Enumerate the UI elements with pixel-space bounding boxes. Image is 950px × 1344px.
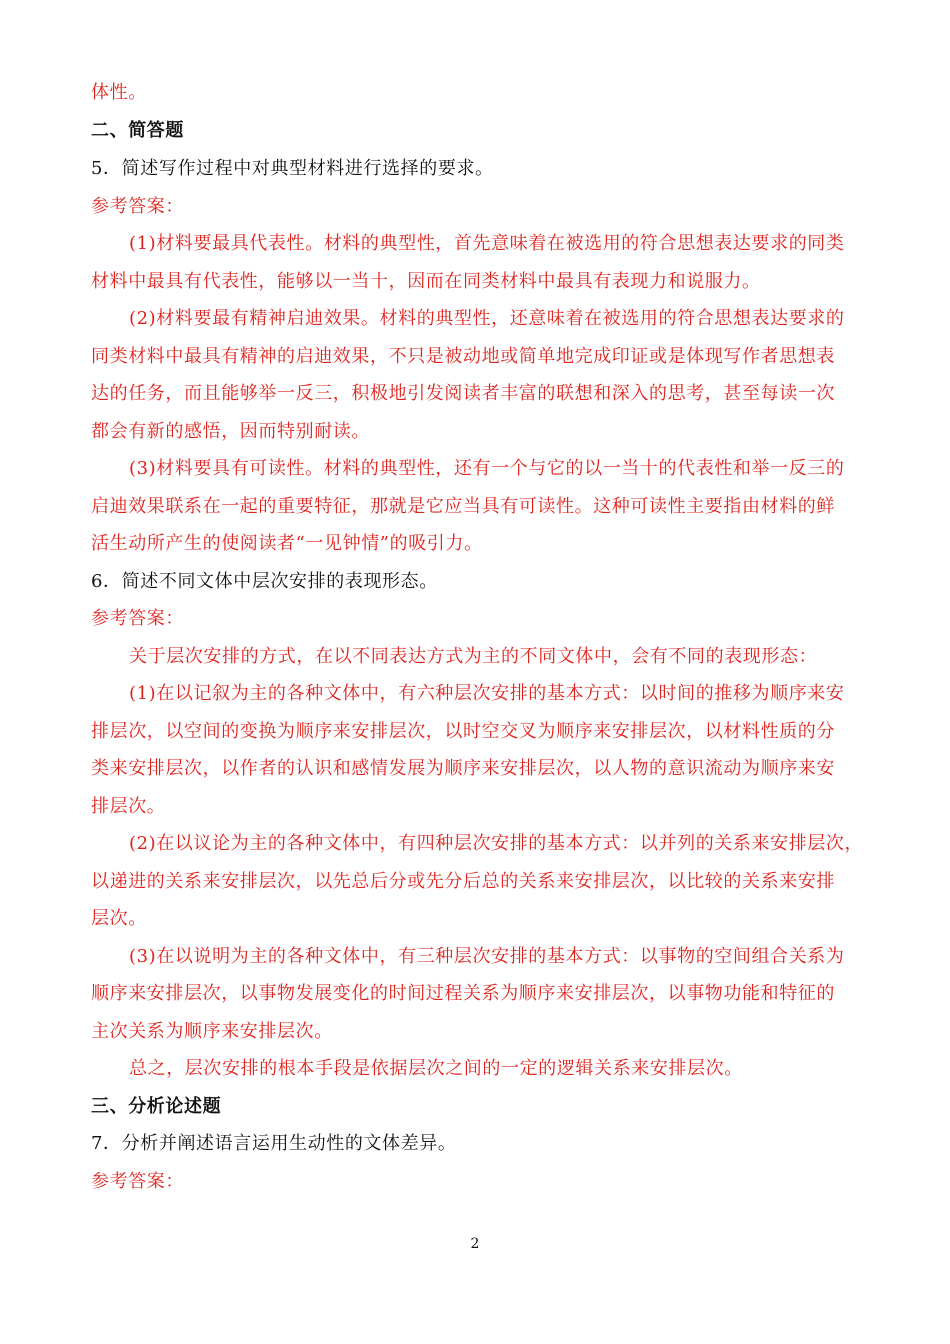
question-7: 7．分析并阐述语言运用生动性的文体差异。 bbox=[91, 1133, 457, 1154]
section-heading: 二、简答题 bbox=[91, 120, 184, 141]
answer-text-line: 类来安排层次，以作者的认识和感情发展为顺序来安排层次，以人物的意识流动为顺序来安 bbox=[91, 758, 835, 779]
answer-label: 参考答案： bbox=[91, 196, 184, 217]
answer-text-line: 同类材料中最具有精神的启迪效果，不只是被动地或简单地完成印证或是体现写作者思想表 bbox=[91, 346, 835, 367]
answer-text-line: (1)材料要最具代表性。材料的典型性，首先意味着在被选用的符合思想表达要求的同类 bbox=[129, 233, 845, 254]
answer-text-line: 活生动所产生的使阅读者“一见钟情”的吸引力。 bbox=[91, 533, 483, 554]
answer-text-line: 材料中最具有代表性，能够以一当十，因而在同类材料中最具有表现力和说服力。 bbox=[91, 271, 761, 292]
answer-text-line: 启迪效果联系在一起的重要特征，那就是它应当具有可读性。这种可读性主要指由材料的鲜 bbox=[91, 496, 835, 517]
question-5: 5．简述写作过程中对典型材料进行选择的要求。 bbox=[91, 158, 494, 179]
answer-label: 参考答案： bbox=[91, 608, 184, 629]
page-number: 2 bbox=[470, 1236, 480, 1252]
answer-text-line: 总之，层次安排的根本手段是依据层次之间的一定的逻辑关系来安排层次。 bbox=[129, 1058, 743, 1079]
section-heading: 三、分析论述题 bbox=[91, 1096, 222, 1117]
answer-text-line: 达的任务，而且能够举一反三，积极地引发阅读者丰富的联想和深入的思考，甚至每读一次 bbox=[91, 383, 835, 404]
answer-text-line: 都会有新的感悟，因而特别耐读。 bbox=[91, 421, 370, 442]
answer-text-line: (1)在以记叙为主的各种文体中，有六种层次安排的基本方式：以时间的推移为顺序来安 bbox=[129, 683, 845, 704]
answer-label: 参考答案： bbox=[91, 1171, 184, 1192]
answer-text-line: 主次关系为顺序来安排层次。 bbox=[91, 1021, 333, 1042]
answer-text-line: (2)在以议论为主的各种文体中，有四种层次安排的基本方式：以并列的关系来安排层次， bbox=[129, 833, 864, 854]
answer-text-line: 顺序来安排层次，以事物发展变化的时间过程关系为顺序来安排层次，以事物功能和特征的 bbox=[91, 983, 835, 1004]
answer-text-line: (3)材料要具有可读性。材料的典型性，还有一个与它的以一当十的代表性和举一反三的 bbox=[129, 458, 845, 479]
answer-text-line: (3)在以说明为主的各种文体中，有三种层次安排的基本方式：以事物的空间组合关系为 bbox=[129, 946, 845, 967]
answer-text-line: 排层次。 bbox=[91, 796, 166, 817]
answer-text-line: 排层次，以空间的变换为顺序来安排层次，以时空交叉为顺序来安排层次，以材料性质的分 bbox=[91, 721, 835, 742]
answer-text-line: 关于层次安排的方式，在以不同表达方式为主的不同文体中，会有不同的表现形态： bbox=[129, 646, 818, 667]
answer-text-line: 层次。 bbox=[91, 908, 147, 929]
question-6: 6．简述不同文体中层次安排的表现形态。 bbox=[91, 571, 438, 592]
answer-text-line: 以递进的关系来安排层次，以先总后分或先分后总的关系来安排层次，以比较的关系来安排 bbox=[91, 871, 835, 892]
answer-text-line: 体性。 bbox=[91, 82, 147, 103]
answer-text-line: (2)材料要最有精神启迪效果。材料的典型性，还意味着在被选用的符合思想表达要求的 bbox=[129, 308, 845, 329]
